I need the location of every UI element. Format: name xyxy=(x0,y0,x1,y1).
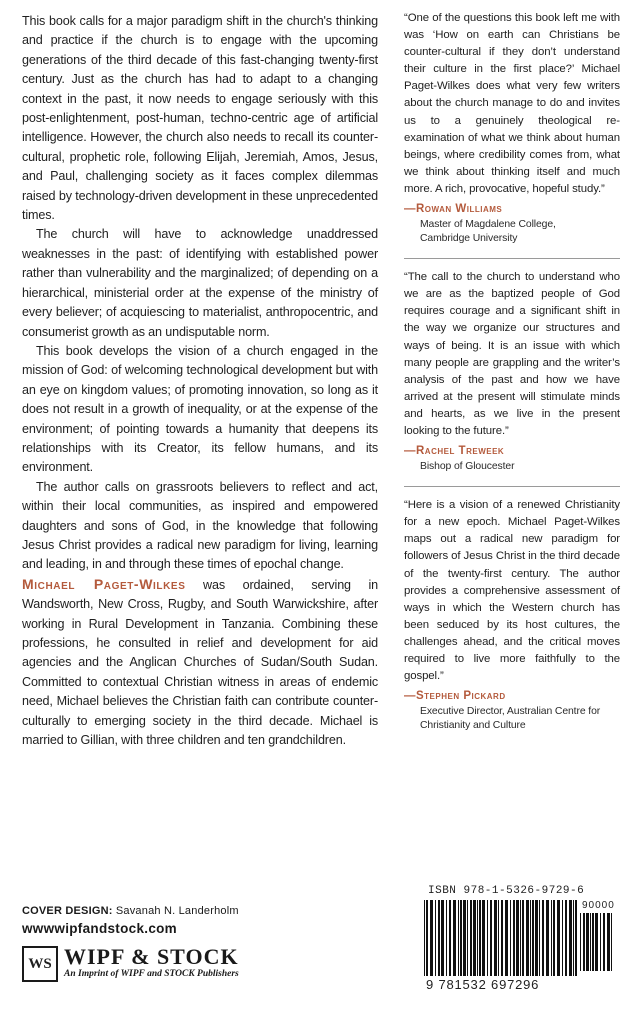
publisher-logo-icon: WS xyxy=(22,946,58,982)
ean-number: 9 781532 697296 xyxy=(426,977,540,992)
barcode-bar xyxy=(446,900,447,976)
endorsement xyxy=(404,497,620,733)
barcode-bar xyxy=(453,900,456,976)
barcode-bar xyxy=(498,900,499,976)
endorser-title: Cambridge University xyxy=(420,233,518,245)
endorser-name: —Rowan Williams xyxy=(404,203,503,216)
barcode-bar xyxy=(513,900,515,976)
barcode-bar xyxy=(551,900,552,976)
publisher-block xyxy=(22,946,322,982)
footer xyxy=(22,905,322,982)
divider xyxy=(404,258,620,259)
barcode-bar xyxy=(530,900,531,976)
barcode-bar xyxy=(600,913,601,971)
barcode-bar xyxy=(490,900,492,976)
barcode-bar xyxy=(505,900,508,976)
author-name: Michael Paget-Wilkes xyxy=(22,575,186,592)
barcode-bar xyxy=(467,900,468,976)
endorsement-attribution xyxy=(404,443,620,474)
endorsement xyxy=(404,269,620,474)
barcode-bar xyxy=(590,913,591,971)
barcode-bar xyxy=(607,913,610,971)
author-bio-text: was ordained, serving in Wandsworth, New Cross, Rugby, and South Warwickshire, after working in Rural Development in Tanzania. Combining these professions, he consulted in relief and development for aid agencies and the Anglican Churches of Sudan/South Sudan. Committed to contextual Christian witness in areas of endemic need, Michael believes the Christian faith can contribute counter-culturally to emerging society in the third decade. Michael is married to Gillian, with three children and ten grandchildren. xyxy=(22,577,378,748)
isbn-number: ISBN 978-1-5326-9729-6 xyxy=(428,885,585,897)
barcode-bar xyxy=(542,900,544,976)
barcode-bar xyxy=(573,900,574,976)
barcode-bar xyxy=(522,900,524,976)
endorsement-quote: “One of the questions this book left me with was ‘How on earth can Christians be counter-cultural if they don’t understand their culture in the first place?’ Michael Paget-Wilkes does what very few writers about the church manage to do and invites us to a genuinely theological re-examination of what we think about human beings, where credibility comes from, what we think about thinking itself and much more. A rich, provocative, hopeful study.” xyxy=(404,12,620,195)
barcode-bar xyxy=(526,900,529,976)
price-code: 90000 xyxy=(582,900,615,911)
back-cover-description xyxy=(22,12,378,750)
barcode-bar xyxy=(494,900,497,976)
barcode-bar xyxy=(516,900,519,976)
endorser-title: Executive Director, Australian Centre for xyxy=(420,706,601,718)
barcode-bar xyxy=(460,900,462,976)
price-barcode-bars xyxy=(578,913,618,973)
barcode-bar xyxy=(441,900,444,976)
divider xyxy=(404,486,620,487)
description-paragraph: The church will have to acknowledge unaddressed weaknesses in the past: of identifying with established power rather than vulnerability and the marginalized; of depending on a hierarchical, ministerial order at the expense of the ministry of every believer; of acquiescing to materialist, anthropocentric, and consumerist growth as an undisputable norm. xyxy=(22,227,378,339)
cover-design-credit xyxy=(22,905,322,917)
barcode-bar xyxy=(479,900,481,976)
endorsements-column xyxy=(404,10,620,733)
barcode-bar xyxy=(595,913,598,971)
barcode-bar xyxy=(557,900,560,976)
ean-barcode-bars xyxy=(422,900,577,980)
barcode-bar xyxy=(449,900,451,976)
barcode-bar xyxy=(611,913,612,971)
endorser-name: —Stephen Pickard xyxy=(404,690,506,703)
cover-design-label: COVER DESIGN: xyxy=(22,905,113,917)
barcode-bar xyxy=(501,900,503,976)
barcode-bar xyxy=(435,900,436,976)
barcode-bar xyxy=(592,913,594,971)
description-paragraph: This book calls for a major paradigm shift in the church's thinking and practice if the church is to engage with the upcoming generations of the third decade of this fast-changing twenty-first century. Just as the church has had to adapt to a changing context in the past, it now needs to engage seriously with this post-enlightenment, post-human, techno-centric age of artificial intelligence. However, the church also needs to recall its counter-cultural, prophetic role, following Elijah, Jeremiah, Amos, Jesus, and Paul, challenging society as it faces complex dilemmas raised by technology-driven development in these unprecedented times. xyxy=(22,14,378,223)
author-bio xyxy=(22,575,378,751)
endorsement-quote: “Here is a vision of a renewed Christianity for a new epoch. Michael Paget-Wilkes maps out a radical new paradigm for followers of Jesus Christ in the third decade of the twenty-first century. The author provides a comprehensive assessment of ways in which the Western church has been seduced by its host cultures, the challenges ahead, and the critical moves required to live more faithfully to the gospel.” xyxy=(404,499,620,683)
barcode-bar xyxy=(603,913,605,971)
barcode-bar xyxy=(539,900,540,976)
publisher-tagline: An Imprint of WIPF and STOCK Publishers xyxy=(64,969,239,979)
barcode-bar xyxy=(487,900,488,976)
endorsement xyxy=(404,10,620,246)
barcode-bar xyxy=(569,900,572,976)
barcode-bar xyxy=(510,900,511,976)
barcode-bar xyxy=(477,900,478,976)
endorser-name: —Rachel Treweek xyxy=(404,445,505,458)
barcode-bar xyxy=(424,900,425,976)
isbn-barcode xyxy=(420,885,620,1000)
barcode-bar xyxy=(438,900,440,976)
endorser-title: Master of Magdalene College, xyxy=(420,219,556,231)
endorsement-quote: “The call to the church to understand who we are as the baptized people of God requires courage and a significant shift in the way we organize our structures and ways of being. It is an issue with which many people are grappling and the writer’s analysis of the past and how we have arrived at the present will stimulate minds and hearts, as we live in the present looking to the future.” xyxy=(404,271,620,437)
barcode-bar xyxy=(520,900,521,976)
barcode-bar xyxy=(546,900,549,976)
barcode-bar xyxy=(575,900,577,976)
endorsement-attribution xyxy=(404,688,620,733)
barcode-bar xyxy=(470,900,472,976)
barcode-bar xyxy=(586,913,589,971)
description-paragraph: This book develops the vision of a church engaged in the mission of God: of welcoming technological development but with an eye on kingdom values; of promoting innovation, so long as it does not result in a growth of inequality, or at the expense of the environment; of pointing towards a humanity that deepens its relationships with its Creator, its fellow humans, and its environment. xyxy=(22,343,378,475)
publisher-website[interactable]: wwwwipfandstock.com xyxy=(22,921,177,936)
barcode-bar xyxy=(482,900,485,976)
barcode-bar xyxy=(562,900,563,976)
cover-designer: Savanah N. Landerholm xyxy=(112,905,239,917)
barcode-bar xyxy=(532,900,534,976)
barcode-bar xyxy=(583,913,585,971)
barcode-bar xyxy=(553,900,555,976)
endorser-title: Bishop of Gloucester xyxy=(420,461,515,473)
endorser-title: Christianity and Culture xyxy=(420,720,526,732)
barcode-bar xyxy=(473,900,476,976)
barcode-bar xyxy=(430,900,433,976)
description-paragraph: The author calls on grassroots believers to reflect and act, within their local communities, as inspired and empowered daughters and sons of God, in the knowledge that following Jesus Christ provides a radical new paradigm for living, learning and leading, in and through these times of epochal change. xyxy=(22,479,378,572)
barcode-bar xyxy=(458,900,459,976)
barcode-bar xyxy=(463,900,466,976)
barcode-bar xyxy=(535,900,538,976)
endorsement-attribution xyxy=(404,201,620,246)
barcode-bar xyxy=(426,900,428,976)
publisher-name: WIPF & STOCK xyxy=(64,944,239,969)
barcode-bar xyxy=(580,913,581,971)
barcode-bar xyxy=(565,900,567,976)
